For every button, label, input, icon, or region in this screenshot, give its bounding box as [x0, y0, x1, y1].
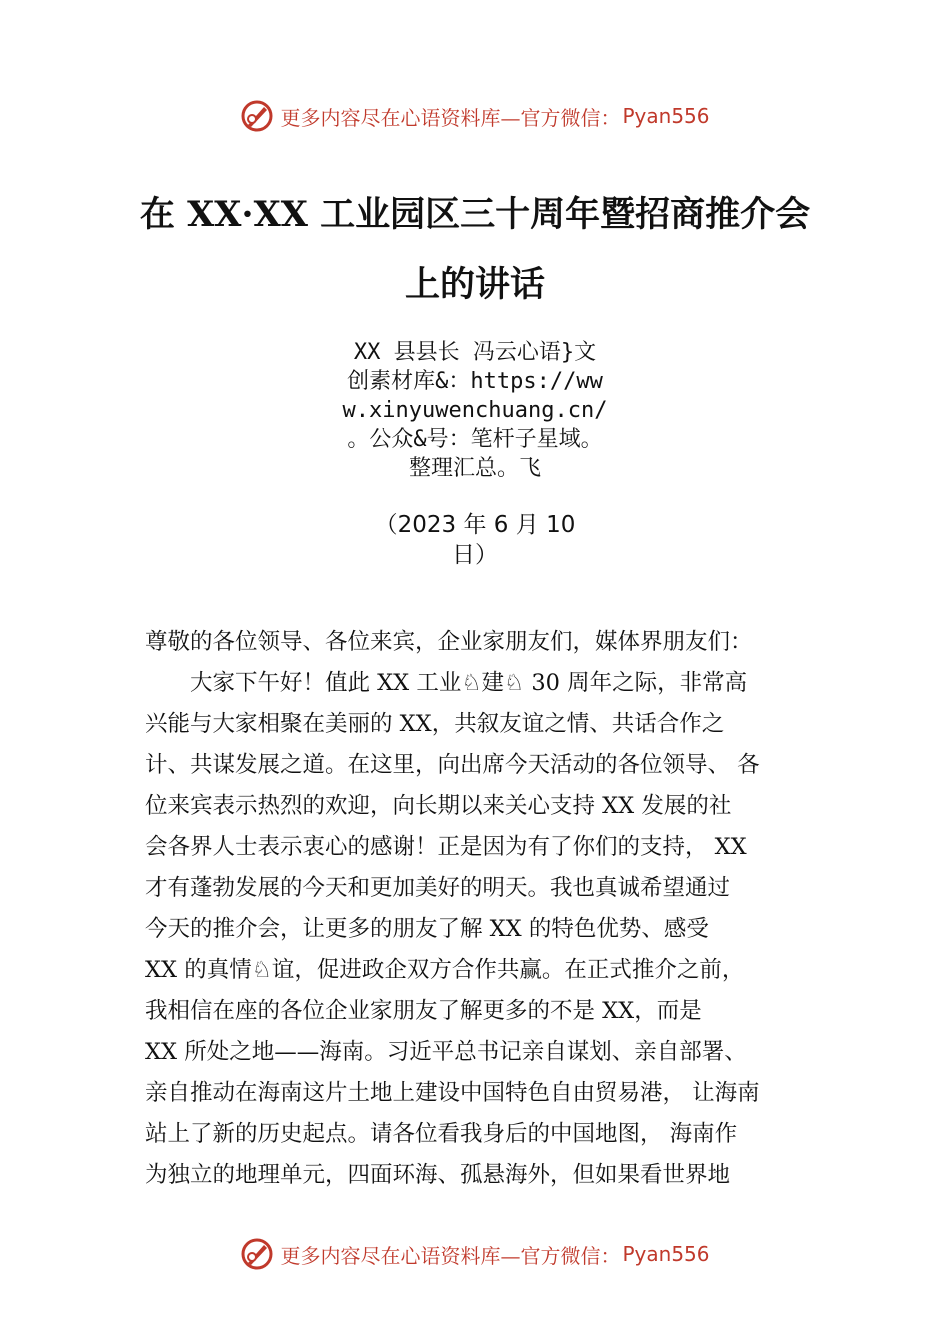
body-line: 尊敬的各位领导、各位来宾，企业家朋友们，媒体界朋友们： — [145, 629, 753, 655]
body-line: 计、共谋发展之道。在这里，向出席今天活动的各位领导、 各 — [145, 752, 760, 778]
speech-date — [340, 510, 610, 570]
body-line: 亲自推动在海南这片土地上建设中国特色自由贸易港， 让海南 — [145, 1080, 760, 1106]
speech-body — [145, 622, 825, 1196]
body-line: 才有蓬勃发展的今天和更加美好的明天。我也真诚希望通过 — [145, 875, 731, 901]
author-block — [330, 338, 620, 483]
title-line-1: 在 XX·XX 工业园区三十周年暨招商推介会 — [139, 194, 811, 235]
body-line: 大家下午好！值此 XX 工业♘建♘ 30 周年之际，非常高 — [145, 670, 748, 696]
author-line: XX 县县长 冯云心语}文 — [353, 340, 597, 365]
author-line: 创素材库&：https://ww — [347, 369, 603, 394]
date-line-1: （2023 年 6 月 10 — [374, 512, 576, 538]
pen-logo-icon — [240, 1237, 274, 1271]
body-line: 我相信在座的各位企业家朋友了解更多的不是 XX，而是 — [145, 998, 702, 1024]
body-line: 会各界人士表示衷心的感谢！正是因为有了你们的支持， XX — [145, 834, 747, 860]
footer-banner — [0, 1234, 950, 1274]
document-title — [60, 180, 890, 320]
banner-text: 更多内容尽在心语资料库—官方微信： — [280, 1243, 621, 1268]
author-line: w.xinyuwenchuang.cn/ — [342, 398, 608, 423]
body-line: XX 所处之地——海南。习近平总书记亲自谋划、亲自部署、 — [145, 1039, 747, 1065]
banner-wechat-id: Pyan556 — [622, 1242, 710, 1266]
body-line: 为独立的地理单元，四面环海、孤悬海外，但如果看世界地 — [145, 1162, 731, 1188]
header-banner — [0, 96, 950, 136]
date-line-2: 日） — [452, 542, 498, 568]
banner-text: 更多内容尽在心语资料库—官方微信： — [280, 105, 621, 130]
pen-logo-icon — [240, 99, 274, 133]
author-line: 整理汇总。飞 — [408, 456, 541, 481]
banner-wechat-id: Pyan556 — [622, 104, 710, 128]
body-line: 今天的推介会，让更多的朋友了解 XX 的特色优势、感受 — [145, 916, 709, 942]
body-line: 兴能与大家相聚在美丽的 XX，共叙友谊之情、共话合作之 — [145, 711, 725, 737]
body-line: XX 的真情♘谊，促进政企双方合作共赢。在正式推介之前， — [145, 957, 745, 983]
body-line: 位来宾表示热烈的欢迎，向长期以来关心支持 XX 发展的社 — [145, 793, 732, 819]
title-line-2: 上的讲话 — [404, 264, 545, 305]
body-line: 站上了新的历史起点。请各位看我身后的中国地图， 海南作 — [145, 1121, 738, 1147]
author-line: 。公众&号：笔杆子星域。 — [347, 427, 603, 452]
